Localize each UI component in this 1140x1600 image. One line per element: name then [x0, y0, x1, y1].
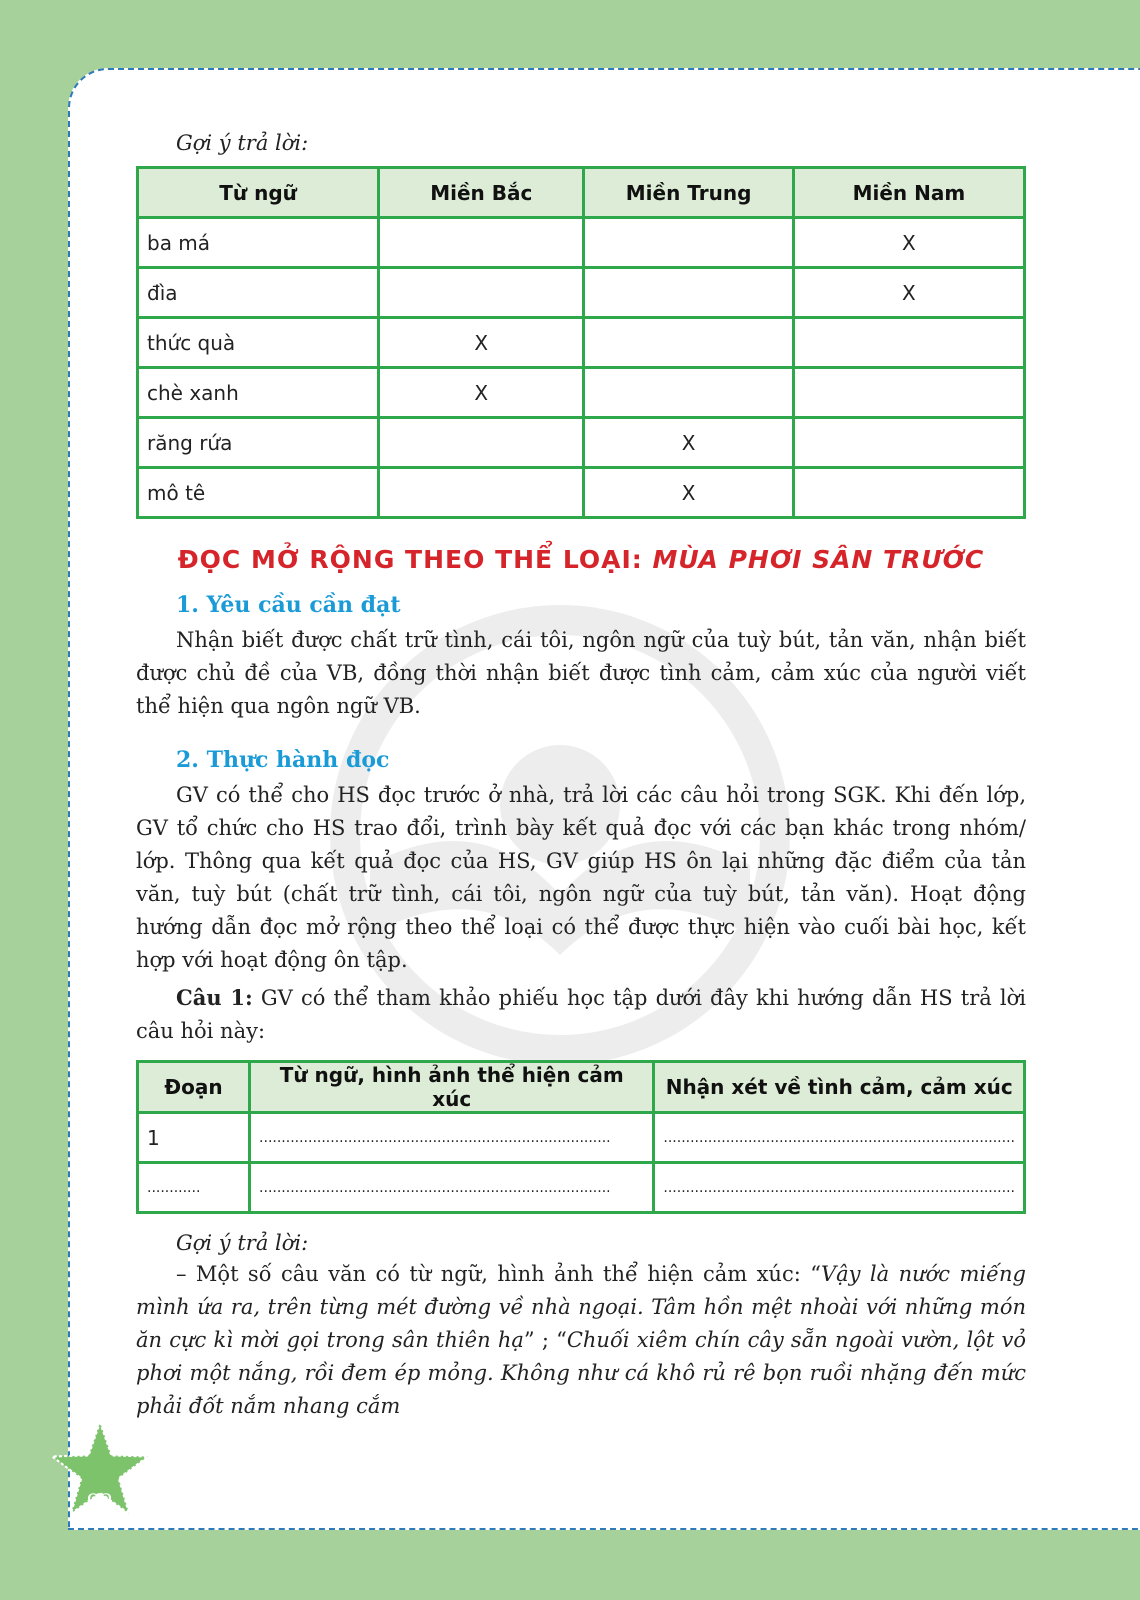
col-header-north: Miền Bắc: [379, 168, 584, 218]
section-title-prefix: ĐỌC MỞ RỘNG THEO THỂ LOẠI:: [177, 545, 653, 574]
cell-south: [793, 318, 1024, 368]
cell-south: [793, 418, 1024, 468]
cell-central: X: [584, 418, 793, 468]
col-header-expressions: Từ ngữ, hình ảnh thể hiện cảm xúc: [250, 1062, 654, 1113]
question-1-paragraph: [136, 981, 1026, 1048]
answer-quote-1: Vậy là nước miếng mình ứa ra, trên từng mét đường về nhà ngoại. Tâm hồn mệt nhoài với những món ăn cực kì mời gọi trong sân thiên hạ: [136, 1262, 1026, 1352]
cell-central: [584, 268, 793, 318]
cell-north: [379, 468, 584, 518]
cell-word: đìa: [138, 268, 379, 318]
answer-lead: – Một số câu văn có từ ngữ, hình ảnh thể hiện cảm xúc: “: [176, 1262, 821, 1286]
col-header-south: Miền Nam: [793, 168, 1024, 218]
practice-paragraph: GV có thể cho HS đọc trước ở nhà, trả lời các câu hỏi trong SGK. Khi đến lớp, GV tổ chức cho HS trao đổi, trình bày kết quả đọc với các bạn khác trong nhóm/ lớp. Thông qua kết quả đọc của HS, GV giúp HS ôn lại những đặc điểm của tản văn, tuỳ bút (chất trữ tình, cái tôi, ngôn ngữ của tuỳ bút, tản văn). Hoạt động hướng dẫn đọc mở rộng theo thể loại có thể được thực hiện vào cuối bài học, kết hợp với hoạt động ôn tập.: [136, 783, 1026, 972]
cell-south: [793, 368, 1024, 418]
section-heading-practice: 2. Thực hành đọc: [176, 747, 390, 773]
hint-label-1: Gợi ý trả lời:: [176, 131, 309, 155]
table-row: [138, 368, 1025, 418]
cell-central: X: [584, 468, 793, 518]
table-row: [138, 318, 1025, 368]
table-row: [138, 1163, 1025, 1213]
cell-word: thức quà: [138, 318, 379, 368]
cell-expressions: ...............................................................................: [250, 1163, 654, 1213]
table-row: [138, 418, 1025, 468]
cell-word: ba má: [138, 218, 379, 268]
dialect-table: [136, 166, 1026, 519]
cell-word: răng rứa: [138, 418, 379, 468]
cell-comments: ...............................................................................: [654, 1163, 1025, 1213]
cell-north: [379, 218, 584, 268]
section-heading-requirements: 1. Yêu cầu cần đạt: [176, 592, 401, 618]
cell-word: chè xanh: [138, 368, 379, 418]
col-header-paragraph: Đoạn: [138, 1062, 250, 1113]
worksheet-table: [136, 1060, 1026, 1214]
cell-north: [379, 418, 584, 468]
table-row: [138, 468, 1025, 518]
cell-north: X: [379, 318, 584, 368]
answer-separator: ” ; “: [523, 1328, 567, 1352]
table-header-row: [138, 168, 1025, 218]
cell-word: mô tê: [138, 468, 379, 518]
question-1-text: GV có thể tham khảo phiếu học tập dưới đây khi hướng dẫn HS trả lời câu hỏi này:: [136, 986, 1027, 1043]
cell-south: X: [793, 218, 1024, 268]
hint-label-2: Gợi ý trả lời:: [176, 1231, 309, 1255]
question-1-label: Câu 1:: [176, 985, 253, 1010]
answer-quote-2: Chuối xiêm chín cây sẵn ngoài vườn, lột vỏ phơi một nắng, rồi đem ép mỏng. Không như cá khô rủ rê bọn ruồi nhặng đến mức phải đốt nắm nhang cắm: [136, 1328, 1026, 1418]
table-row: [138, 1113, 1025, 1163]
section-title: [136, 545, 1026, 574]
cell-north: X: [379, 368, 584, 418]
cell-paragraph: ............: [138, 1163, 250, 1213]
cell-central: [584, 318, 793, 368]
requirements-paragraph: Nhận biết được chất trữ tình, cái tôi, ngôn ngữ của tuỳ bút, tản văn, nhận biết được chủ đề của VB, đồng thời nhận biết được tình cảm, cảm xúc của người viết thể hiện qua ngôn ngữ VB.: [136, 628, 1026, 718]
table-row: [138, 218, 1025, 268]
col-header-comments: Nhận xét về tình cảm, cảm xúc: [654, 1062, 1025, 1113]
page-content: [136, 128, 1026, 1423]
col-header-central: Miền Trung: [584, 168, 793, 218]
cell-south: X: [793, 268, 1024, 318]
cell-central: [584, 368, 793, 418]
cell-comments: ...............................................................................: [654, 1113, 1025, 1163]
cell-paragraph: 1: [138, 1113, 250, 1163]
section-title-work: MÙA PHƠI SÂN TRƯỚC: [652, 545, 985, 574]
table-row: [138, 268, 1025, 318]
answer-paragraph: [136, 1258, 1026, 1423]
cell-south: [793, 468, 1024, 518]
cell-expressions: ...............................................................................: [250, 1113, 654, 1163]
cell-central: [584, 218, 793, 268]
cell-north: [379, 268, 584, 318]
col-header-word: Từ ngữ: [138, 168, 379, 218]
page-number: 92: [86, 1490, 114, 1514]
table-header-row: [138, 1062, 1025, 1113]
